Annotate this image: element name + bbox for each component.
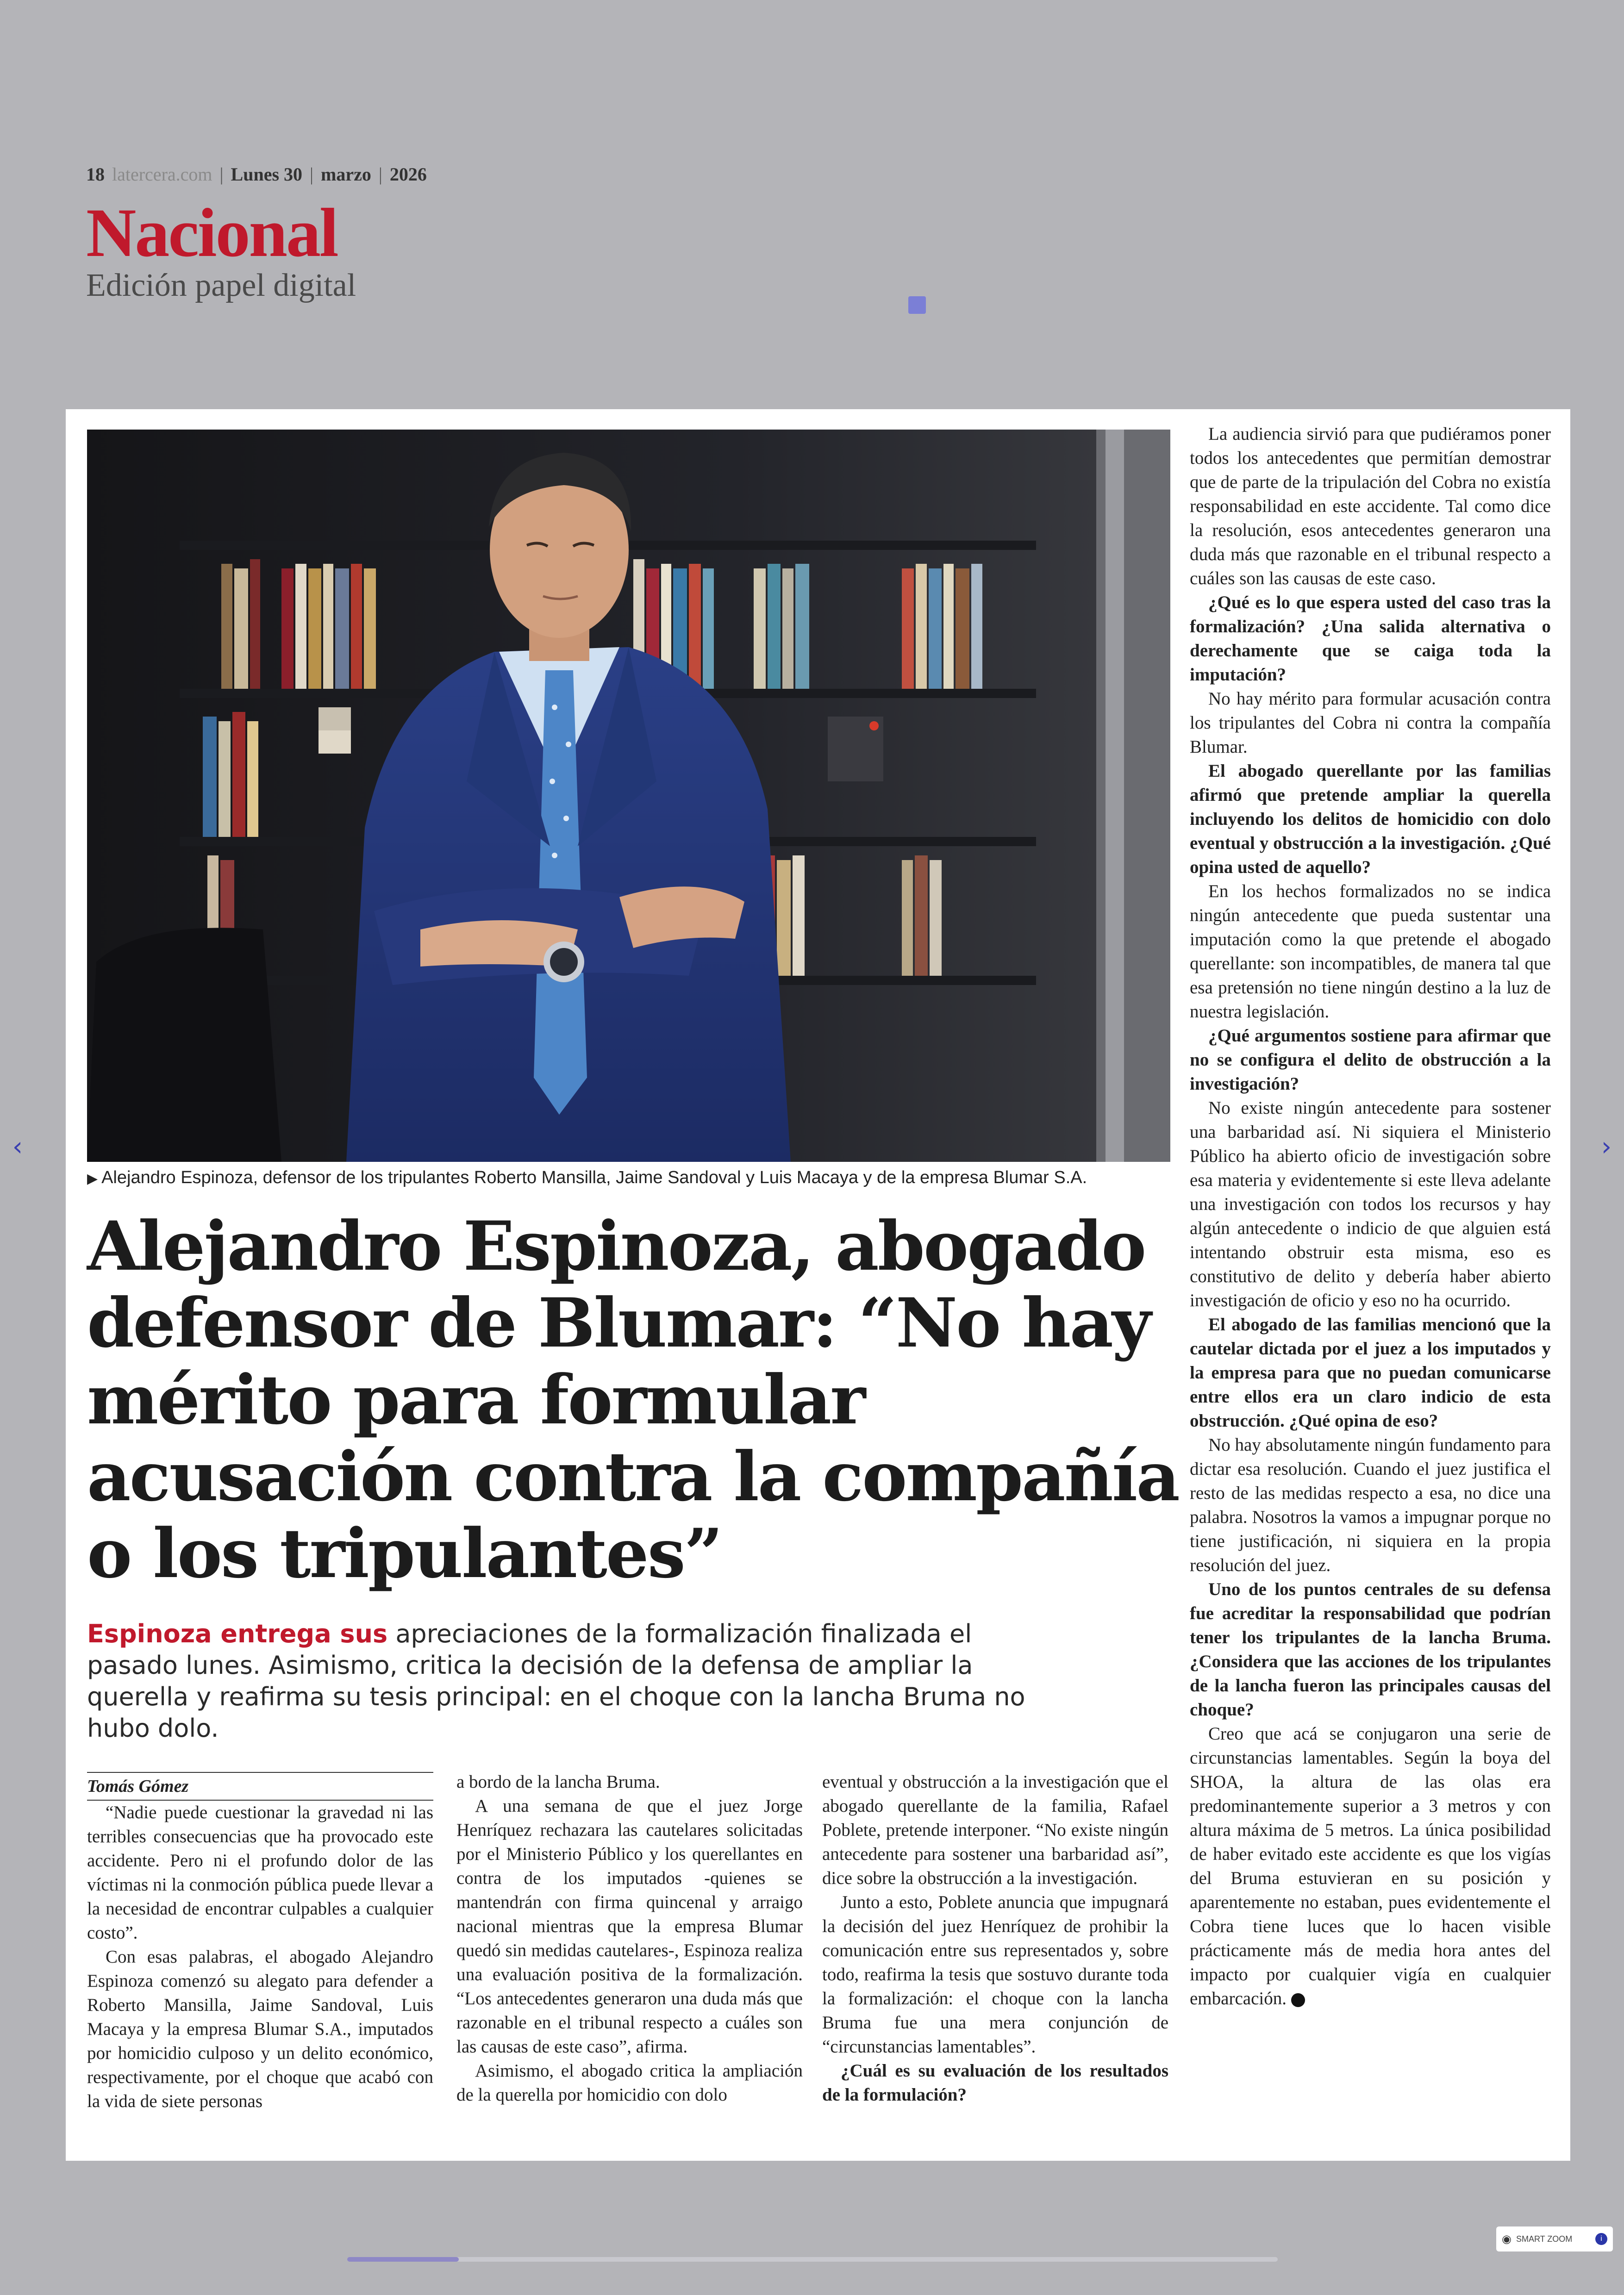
article-deck xyxy=(87,1618,1068,1744)
interview-question: El abogado de las familias mencionó que la cautelar dictada por el juez a los imputados y la empresa para que no puedan comunicarse entre ellos era un claro indicio de esta obstrucción. ¿Qué opina de eso? xyxy=(1190,1315,1551,1431)
page-header-meta xyxy=(86,160,427,188)
paragraph: Con esas palabras, el abogado Alejandro Espinoza comenzó su alegato para defender a Roberto Mansilla, Jaime Sandoval, Luis Macaya y la empresa Blumar S.A., imputados por homicidio culposo y un delito económico, respectivamente, por el choque que acabó con la vida de siete personas xyxy=(87,1947,433,2111)
info-badge-icon: i xyxy=(1595,2233,1607,2245)
article-column-3 xyxy=(822,1770,1168,2107)
interview-answer xyxy=(1190,1722,1551,2011)
interview-answer: No existe ningún antecedente para sostener una barbaridad así. Ni siquiera el Ministerio Público ha abierto oficio de investigación sobre esa materia y evidentemente si este lleva adelante una investigación con todos los recursos y hay algún antecedente o indicio de que alguien está intentando obstruir esta misma, eso es constitutivo de delito y debería haber abierto investigación de oficio y eso no ha ocurrido. xyxy=(1190,1098,1551,1310)
paragraph: eventual y obstrucción a la investigación que el abogado querellante de la familia, Rafael Poblete, pretende interponer. “No existe ningún antecedente para sostener una barbaridad así”, dice sobre la obstrucción a la investigación. xyxy=(822,1772,1168,1888)
newspaper-page xyxy=(66,409,1570,2161)
separator: | xyxy=(310,163,314,185)
final-answer-text: Creo que acá se conjugaron una serie de circunstancias lamentables. Según la boya del SHOA, la altura de las olas era predominantemente superior a 3 metros y con altura máxima de 5 metros. La única posibilidad de haber evitado este accidente es que los vigías del Bruma estuvieran en su posición y aparentemente no estaban, pues evidentemente el Cobra tiene luces que lo hacen visible prácticamente más de media hora antes del impacto por cualquier vigía en cualquier embarcación. xyxy=(1190,1724,1551,2008)
interview-answer: La audiencia sirvió para que pudiéramos poner todos los antecedentes que permitían demostrar que de parte de la tripulación del Cobra no existía responsabilidad en este accidente. Tal como dice la resolución, esos antecedentes generaron una duda más que razonable en el tribunal respecto a cuáles son las causas de este caso. xyxy=(1190,424,1551,588)
end-of-article-icon xyxy=(1291,1993,1305,2007)
next-page-button[interactable]: › xyxy=(1601,1132,1612,1162)
separator: | xyxy=(219,163,224,185)
interview-question: ¿Qué argumentos sostiene para afirmar que no se configura el delito de obstrucción a la investigación? xyxy=(1190,1026,1551,1094)
page-number: 18 xyxy=(86,163,105,185)
article-headline: Alejandro Espinoza, abogado defensor de Blumar: “No hay mérito para formular acusación contra la compañía o los tripulantes” xyxy=(87,1207,1179,1593)
paragraph: a bordo de la lancha Bruma. xyxy=(456,1772,660,1792)
page-progress-bar[interactable] xyxy=(347,2257,1278,2262)
caption-arrow-icon: ▶ xyxy=(87,1171,98,1186)
progress-fill xyxy=(347,2257,459,2262)
article-photo xyxy=(87,430,1170,1162)
caption-text: Alejandro Espinoza, defensor de los tripulantes Roberto Mansilla, Jaime Sandoval y Luis Macaya y de la empresa Blumar S.A. xyxy=(101,1168,1087,1187)
paragraph: “Nadie puede cuestionar la gravedad ni las terribles consecuencias que ha provocado este accidente. Pero ni el profundo dolor de las víctimas ni la conmoción pública puede llevar a la necesidad de encontrar culpables a cualquier costo”. xyxy=(87,1802,433,1943)
article-column-2 xyxy=(456,1770,803,2107)
separator: | xyxy=(378,163,382,185)
site-name: latercera.com xyxy=(112,163,212,185)
photo-caption xyxy=(87,1166,1170,1189)
interview-answer: No hay absolutamente ningún fundamento para dictar esa resolución. Cuando el juez justifica el resto de las medidas respecto a esa, no dice una palabra. Nosotros la vamos a impugnar porque no tiene justificación, ni siquiera en la propia resolución del juez. xyxy=(1190,1435,1551,1575)
interview-question: ¿Qué es lo que espera usted del caso tras la formalización? ¿Una salida alternativa o derechamente que se caiga toda la imputación? xyxy=(1190,592,1551,685)
eye-icon: ◉ xyxy=(1502,2233,1512,2245)
article-column-1 xyxy=(87,1772,433,2114)
issue-day: Lunes 30 xyxy=(231,163,303,185)
interview-question: ¿Cuál es su evaluación de los resultados de la formulación? xyxy=(822,2061,1168,2105)
interview-answer: No hay mérito para formular acusación contra los tripulantes del Cobra ni contra la compañía Blumar. xyxy=(1190,689,1551,757)
issue-year: 2026 xyxy=(389,163,427,185)
page-marker-icon[interactable] xyxy=(908,296,926,314)
byline: Tomás Gómez xyxy=(87,1772,433,1801)
interview-column xyxy=(1190,422,1551,2011)
issue-month: marzo xyxy=(321,163,371,185)
paragraph: Junto a esto, Poblete anuncia que impugnará la decisión del juez Henríquez de prohibir la comunicación entre sus representados y, sobre todo, reafirma la tesis que sostuvo durante toda la formalización: el choque con la lancha Bruma fue una mera conjunción de “circunstancias lamentables”. xyxy=(822,1892,1168,2057)
interview-answer: En los hechos formalizados no se indica ningún antecedente que pueda sustentar una imputación como la que pretende el abogado querellante: son incompatibles, de manera tal que esa pretensión no tiene ningún destino a la luz de nuestra legislación. xyxy=(1190,881,1551,1022)
previous-page-button[interactable]: ‹ xyxy=(12,1132,23,1162)
edition-subtitle: Edición papel digital xyxy=(86,268,356,303)
interview-question: El abogado querellante por las familias afirmó que pretende ampliar la querella incluyendo los delitos de homicidio con dolo eventual y obstrucción a la investigación. ¿Qué opina usted de aquello? xyxy=(1190,761,1551,877)
paragraph: Asimismo, el abogado critica la ampliación de la querella por homicidio con dolo xyxy=(456,2061,803,2105)
smart-zoom-button[interactable] xyxy=(1496,2226,1613,2251)
interview-question: Uno de los puntos centrales de su defensa fue acreditar la responsabilidad que podrían tener los tripulantes de la lancha Bruma. ¿Considera que las acciones de los tripulantes de la lancha fueron las principales causas del choque? xyxy=(1190,1579,1551,1720)
paragraph: A una semana de que el juez Jorge Henríquez rechazara las cautelares solicitadas por el Ministerio Público y los querellantes en contra de los imputados -quienes se mantendrán con firma quincenal y arraigo nacional mientras que la empresa Blumar quedó sin medidas cautelares-, Espinoza realiza una evaluación positiva de la formalización. “Los antecedentes generaron una duda más que razonable en el tribunal respecto a cuáles son las causas de este caso”, afirma. xyxy=(456,1796,803,2057)
lawyer-portrait-image xyxy=(87,430,1170,1162)
section-title: Nacional xyxy=(86,194,337,271)
smart-zoom-label: SMART ZOOM xyxy=(1516,2234,1573,2244)
deck-lead: Espinoza entrega sus xyxy=(87,1619,388,1648)
deck-text: apreciaciones de la formalización finalizada el pasado lunes. Asimismo, critica la decisión de la defensa de ampliar la querella y reafirma su tesis principal: en el choque con la lancha Bruma no hubo dolo. xyxy=(87,1619,1025,1743)
